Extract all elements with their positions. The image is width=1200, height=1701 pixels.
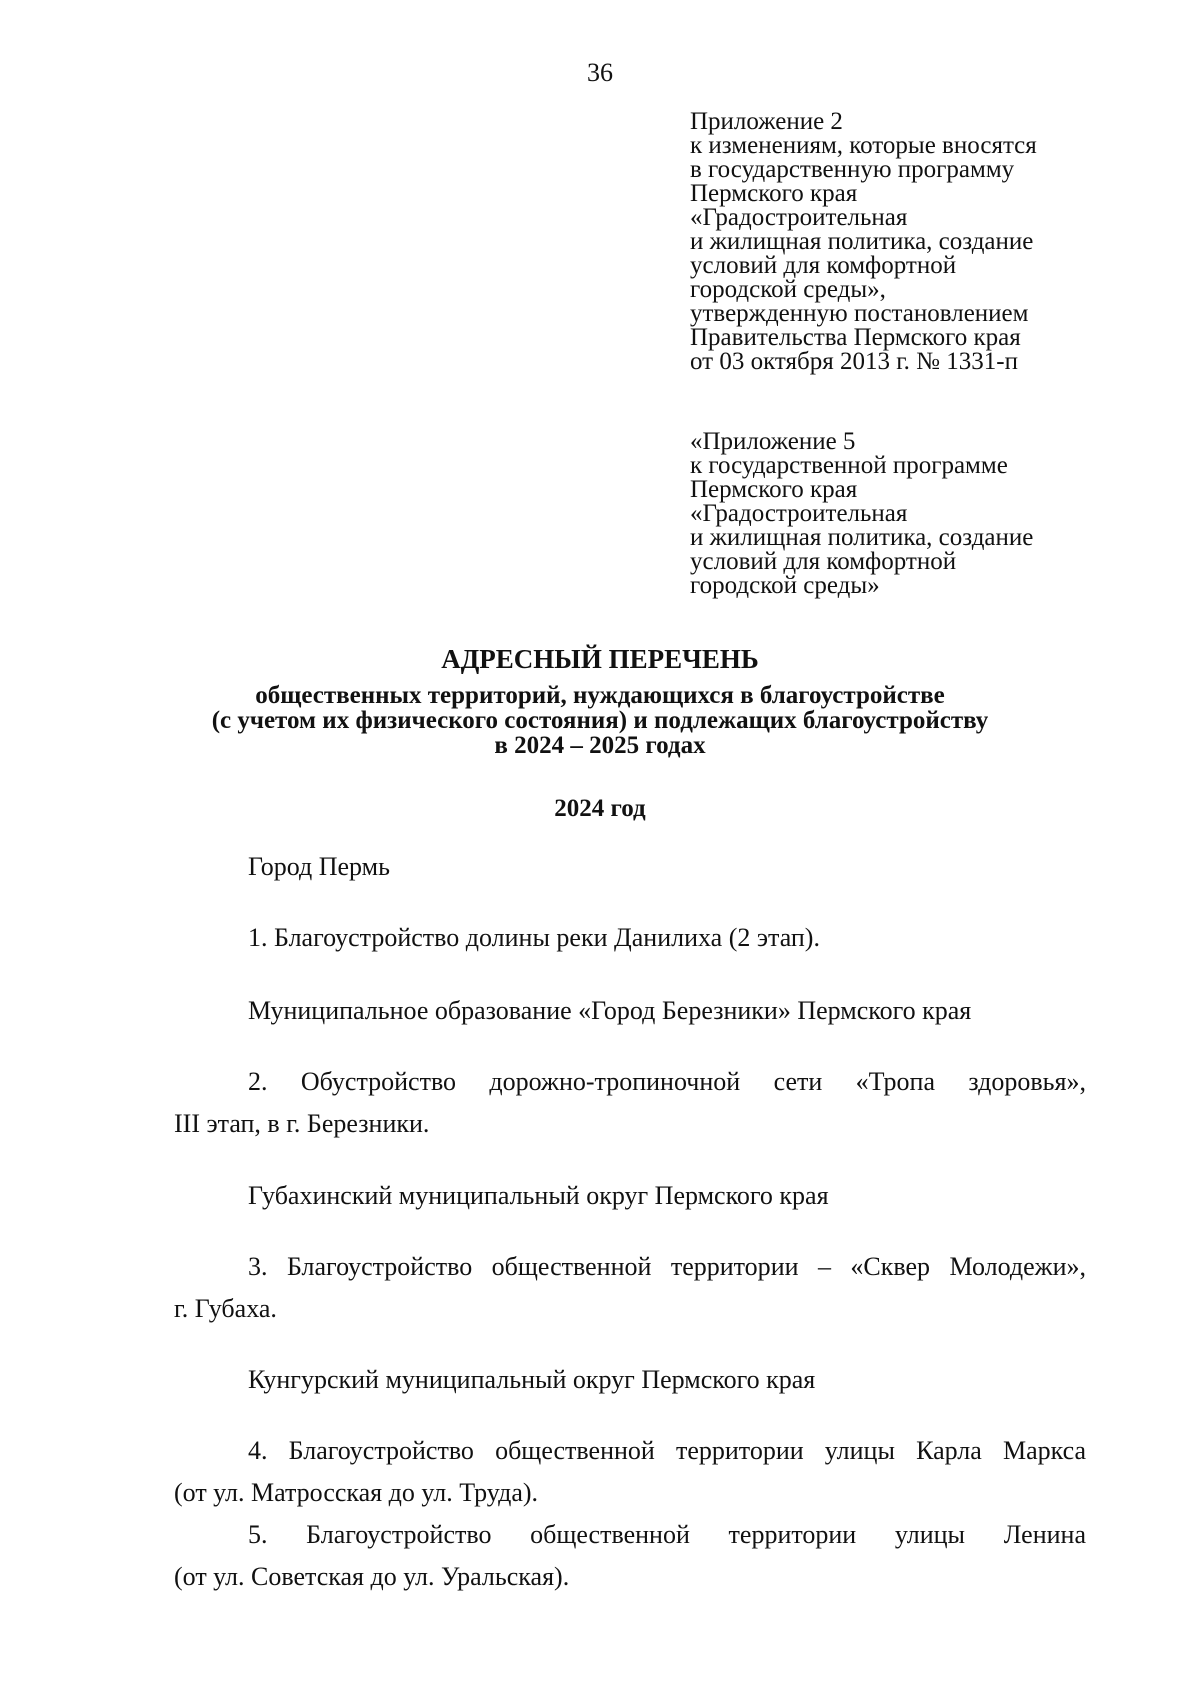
stamp-line: условий для комфортной [690, 252, 957, 279]
section-heading-perm: Город Пермь [248, 852, 390, 881]
stamp-line: городской среды», [690, 276, 886, 303]
stamp-line: от 03 октября 2013 г. № 1331-п [690, 348, 1018, 375]
stamp-line: Правительства Пермского края [690, 324, 1021, 351]
list-item-4 [174, 1430, 1086, 1514]
stamp-line: условий для комфортной [690, 548, 957, 575]
section-heading-berezniki: Муниципальное образование «Город Березники» Пермского края [248, 996, 972, 1025]
subtitle-line: в 2024 – 2025 годах [494, 732, 706, 759]
list-item-text-continued: (от ул. Матросская до ул. Труда). [174, 1478, 539, 1507]
subtitle-line: общественных территорий, нуждающихся в благоустройстве [255, 682, 945, 709]
document-title: АДРЕСНЫЙ ПЕРЕЧЕНЬ [441, 644, 759, 674]
subtitle-line: (с учетом их физического состояния) и подлежащих благоустройству [211, 707, 989, 734]
page-number: 36 [587, 58, 613, 87]
list-item-text: 5. Благоустройство общественной территории улицы Ленина [248, 1520, 1086, 1549]
stamp-line: Пермского края [690, 180, 858, 207]
stamp-line: утвержденную постановлением [690, 300, 1029, 327]
list-item-1 [174, 917, 1086, 959]
stamp-line: Приложение 2 [690, 108, 843, 135]
stamp-line: Пермского края [690, 476, 858, 503]
year-heading: 2024 год [554, 795, 646, 822]
stamp-line: к изменениям, которые вносятся [690, 132, 1037, 159]
stamp-line: «Приложение 5 [690, 428, 856, 455]
list-item-text-continued: г. Губаха. [174, 1294, 277, 1323]
list-item-text-continued: III этап, в г. Березники. [174, 1109, 430, 1138]
appendix-2-stamp [690, 110, 1110, 374]
list-item-text: 1. Благоустройство долины реки Данилиха (2 этап). [248, 923, 820, 952]
stamp-line: в государственную программу [690, 156, 1015, 183]
list-item-text-continued: (от ул. Советская до ул. Уральская). [174, 1562, 570, 1591]
list-item-text: 2. Обустройство дорожно-тропиночной сети «Тропа здоровья», [248, 1067, 1086, 1096]
stamp-line: городской среды» [690, 572, 880, 599]
stamp-line: «Градостроительная [690, 204, 908, 231]
list-item-2 [174, 1061, 1086, 1145]
stamp-line: «Градостроительная [690, 500, 908, 527]
stamp-line: к государственной программе [690, 452, 1008, 479]
stamp-line: и жилищная политика, создание [690, 228, 1034, 255]
section-heading-gubakha: Губахинский муниципальный округ Пермского края [248, 1181, 829, 1210]
stamp-line: и жилищная политика, создание [690, 524, 1034, 551]
list-item-3 [174, 1246, 1086, 1330]
list-item-text: 4. Благоустройство общественной территории улицы Карла Маркса [248, 1436, 1086, 1465]
section-heading-kungur: Кунгурский муниципальный округ Пермского края [248, 1365, 816, 1394]
appendix-5-stamp [690, 430, 1110, 598]
document-subtitle [100, 683, 1100, 758]
list-item-text: 3. Благоустройство общественной территории – «Сквер Молодежи», [248, 1252, 1086, 1281]
list-item-5 [174, 1514, 1086, 1598]
